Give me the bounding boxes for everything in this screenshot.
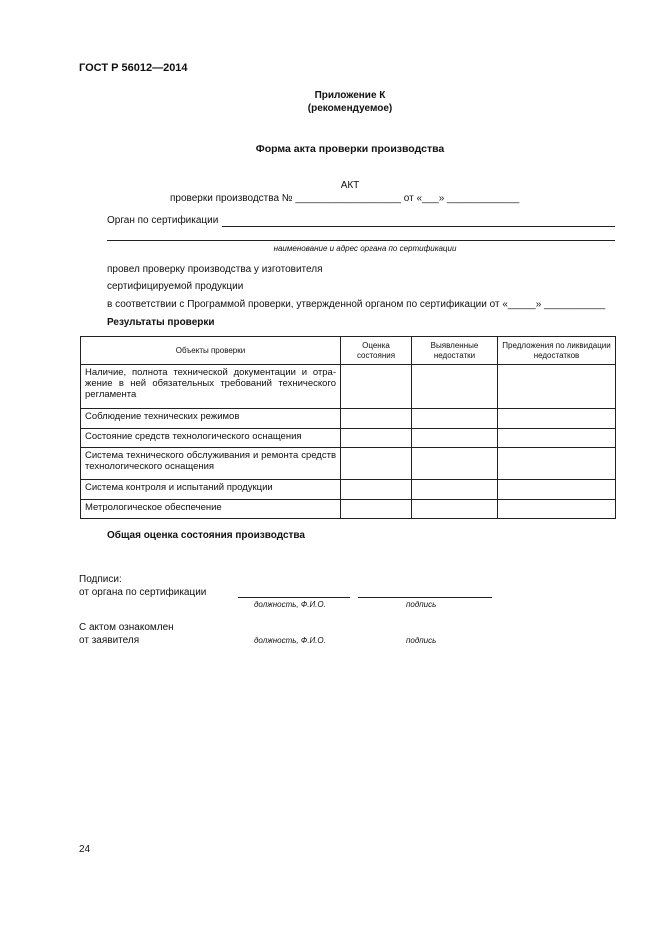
column-header-objects: Объекты проверки	[81, 337, 341, 365]
applicant-position-caption: должность, Ф.И.О.	[254, 636, 326, 645]
table-row	[81, 448, 616, 480]
table-cell-deficiencies	[412, 409, 498, 429]
table-cell-assessment	[341, 500, 412, 519]
column-header-assessment: Оценка состояния	[341, 337, 412, 365]
acquainted-label: С актом ознакомлен	[79, 622, 174, 633]
table-cell-proposals	[498, 500, 616, 519]
table-cell-object: Наличие, полнота технической документации и отражение в ней обязательных требований технического регламента	[81, 365, 341, 409]
table-cell-deficiencies	[412, 429, 498, 448]
table-cell-proposals	[498, 480, 616, 500]
organ-input-line-2	[107, 240, 615, 241]
column-header-deficiencies: Выявленные недостатки	[412, 337, 498, 365]
appendix-title: Приложение К	[314, 90, 386, 101]
table-row	[81, 480, 616, 500]
table-cell-assessment	[341, 448, 412, 480]
statement-program: в соответствии с Программой проверки, утвержденной органом по сертификации от «_____» ___________	[107, 299, 606, 310]
signature-from-organ-label: от органа по сертификации	[79, 587, 207, 598]
overall-assessment-title: Общая оценка состояния производства	[107, 530, 305, 541]
table-cell-proposals	[498, 365, 616, 409]
organ-label: Орган по сертификации	[107, 215, 219, 226]
table-row	[81, 429, 616, 448]
table-row	[81, 409, 616, 429]
table-cell-deficiencies	[412, 448, 498, 480]
organ-position-line	[238, 597, 350, 598]
table-header-row	[81, 337, 616, 365]
appendix-subtitle: (рекомендуемое)	[307, 103, 393, 114]
statement-product: сертифицируемой продукции	[107, 281, 244, 292]
signatures-label: Подписи:	[79, 574, 122, 585]
table-cell-object: Соблюдение технических режимов	[81, 409, 341, 429]
statement-manufacturer: провел проверку производства у изготовителя	[107, 264, 323, 275]
page-number: 24	[79, 844, 91, 855]
results-title: Результаты проверки	[107, 317, 215, 328]
table-row	[81, 500, 616, 519]
table-cell-object: Метрологическое обеспечение	[81, 500, 341, 519]
organ-input-line	[222, 226, 615, 227]
table-cell-assessment	[341, 409, 412, 429]
column-header-proposals: Предложения по ликвидации недостатков	[498, 337, 616, 365]
table-cell-proposals	[498, 448, 616, 480]
table-cell-proposals	[498, 409, 616, 429]
table-cell-deficiencies	[412, 480, 498, 500]
table-cell-object: Система контроля и испытаний продукции	[81, 480, 341, 500]
table-cell-object: Система технического обслуживания и ремонта средств технологического оснащения	[81, 448, 341, 480]
table-cell-assessment	[341, 429, 412, 448]
results-table	[80, 336, 616, 519]
form-title: Форма акта проверки производства	[255, 143, 445, 155]
act-number-line: проверки производства № ___________________ от «___» _____________	[170, 193, 520, 204]
table-cell-object: Состояние средств технологического оснащения	[81, 429, 341, 448]
organ-signature-line	[358, 597, 492, 598]
act-title: АКТ	[340, 180, 360, 191]
signature-from-applicant-label: от заявителя	[79, 635, 140, 646]
table-cell-deficiencies	[412, 500, 498, 519]
organ-caption: наименование и адрес органа по сертификации	[273, 244, 457, 253]
table-cell-assessment	[341, 480, 412, 500]
organ-signature-caption: подпись	[406, 600, 437, 609]
table-row	[81, 365, 616, 409]
table-cell-deficiencies	[412, 365, 498, 409]
table-cell-assessment	[341, 365, 412, 409]
document-standard-header: ГОСТ Р 56012—2014	[79, 62, 188, 74]
table-cell-proposals	[498, 429, 616, 448]
applicant-signature-caption: подпись	[406, 636, 437, 645]
organ-position-caption: должность, Ф.И.О.	[254, 600, 326, 609]
